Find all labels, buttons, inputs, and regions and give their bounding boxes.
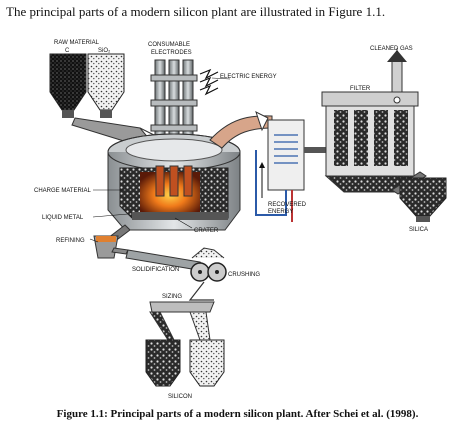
label-solidification: SOLIDIFICATION bbox=[132, 267, 180, 273]
label-silicon: SILICON bbox=[168, 394, 193, 400]
label-recovered: RECOVERED bbox=[268, 202, 307, 208]
label-cleaned-gas: CLEANED GAS bbox=[370, 46, 413, 52]
silica-hopper bbox=[400, 178, 446, 222]
filter-unit bbox=[322, 50, 418, 192]
crusher bbox=[191, 248, 226, 281]
furnace bbox=[108, 134, 240, 242]
label-energy: ENERGY bbox=[268, 209, 294, 215]
label-refining: REFINING bbox=[56, 238, 85, 244]
label-carbon: C bbox=[65, 48, 70, 54]
intro-text: The principal parts of a modern silicon plant are illustrated in Figure 1.1. bbox=[6, 4, 386, 19]
figure-caption: Figure 1.1: Principal parts of a modern silicon plant. After Schei et al. (1998). bbox=[56, 408, 419, 420]
label-crushing: CRUSHING bbox=[228, 272, 261, 278]
label-silica: SILICA bbox=[409, 227, 429, 233]
sizing-screen bbox=[150, 302, 214, 340]
electric-energy-symbol bbox=[200, 70, 218, 94]
label-sizing: SIZING bbox=[162, 294, 183, 300]
raw-material-hoppers bbox=[50, 54, 124, 118]
refining-ladle bbox=[94, 236, 128, 258]
label-consumable: CONSUMABLE bbox=[148, 42, 191, 48]
label-sio2: SiO₂ bbox=[98, 48, 111, 54]
label-crater: CRATER bbox=[194, 228, 219, 234]
label-liquid-metal: LIQUID METAL bbox=[42, 215, 84, 221]
label-filter: FILTER bbox=[350, 86, 371, 92]
label-electrodes: ELECTRODES bbox=[151, 50, 192, 56]
silicon-bins bbox=[146, 340, 224, 386]
label-charge-material: CHARGE MATERIAL bbox=[34, 188, 91, 194]
label-electric-energy: ELECTRIC ENERGY bbox=[220, 74, 277, 80]
label-raw-material: RAW MATERIAL bbox=[54, 40, 100, 46]
